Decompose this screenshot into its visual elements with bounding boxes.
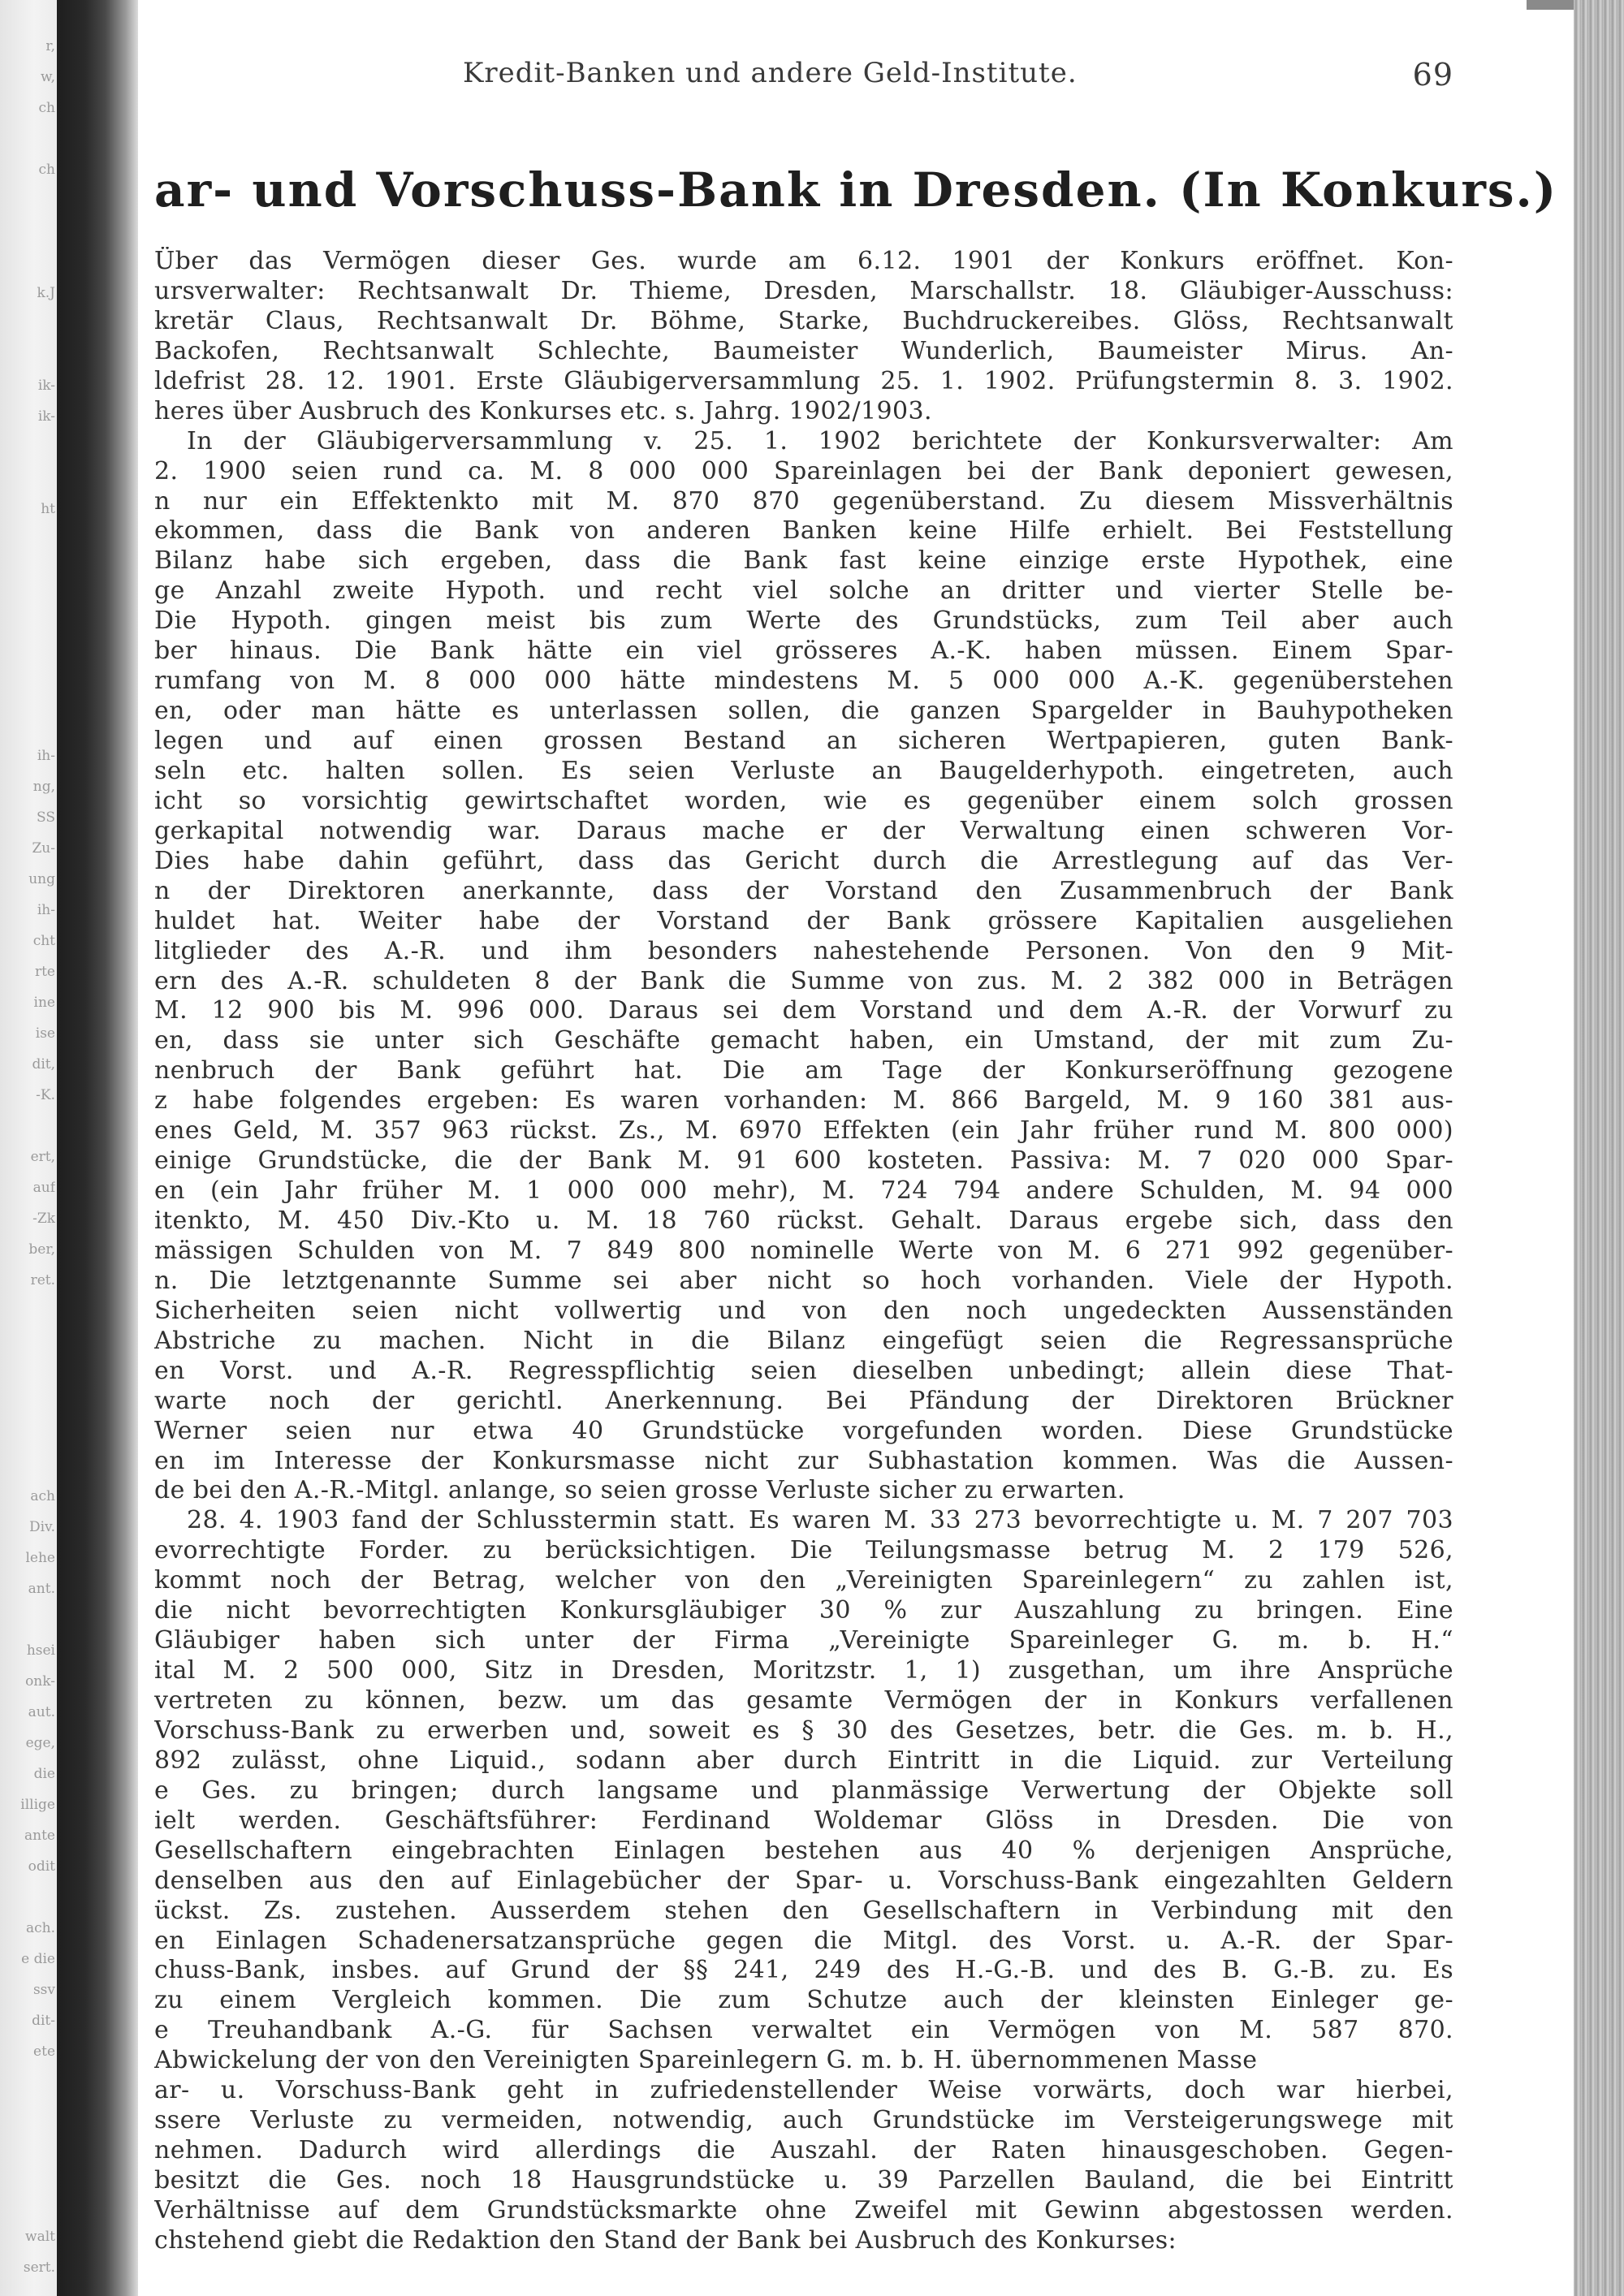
running-head-title: Kredit-Banken und andere Geld-Institute.	[463, 57, 1078, 89]
margin-fragment: ih-	[37, 748, 55, 764]
margin-fragment	[2, 1388, 55, 1419]
margin-fragment	[2, 1604, 55, 1635]
margin-fragment: ber,	[28, 1241, 55, 1258]
text-line: zu einem Vergleich kommen. Die zum Schutze auch der kleinsten Einleger ge-	[154, 1986, 1453, 2015]
margin-fragment	[2, 247, 55, 278]
margin-fragment: w,	[41, 69, 55, 85]
margin-fragment	[2, 617, 55, 648]
text-line: einige Grundstücke, die der Bank M. 91 600 kosteten. Passiva: M. 7 020 000 Spar-	[154, 1146, 1453, 1176]
body-text	[154, 247, 1453, 2256]
margin-fragment: Zu-	[32, 840, 55, 857]
margin-fragment: odit	[28, 1858, 55, 1875]
margin-fragment: Div.	[28, 1519, 55, 1535]
text-line: Verhältnisse auf dem Grundstücksmarkte ohne Zweifel mit Gewinn abgestossen werden.	[154, 2195, 1453, 2225]
margin-fragment: -Zk	[32, 1211, 55, 1227]
text-line: en, dass sie unter sich Geschäfte gemacht haben, ein Umstand, der mit zum Zu-	[154, 1026, 1453, 1055]
text-line: icht so vorsichtig gewirtschaftet worden, wie es gegenüber einem solch grossen	[154, 786, 1453, 815]
text-line: seln etc. halten sollen. Es seien Verluste an Baugelderhypoth. eingetreten, auch	[154, 756, 1453, 785]
text-line: z habe folgendes ergeben: Es waren vorhanden: M. 866 Bargeld, M. 9 160 381 aus-	[154, 1086, 1453, 1116]
text-line: en Einlagen Schadenersatzansprüche gegen die Mitgl. des Vorst. u. A.-R. der Spar-	[154, 1926, 1453, 1955]
margin-fragment	[2, 0, 55, 31]
document-page	[154, 57, 1558, 2256]
running-head	[154, 57, 1453, 106]
margin-fragment	[2, 679, 55, 710]
text-line: Dies habe dahin geführt, dass das Gericht durch die Arrestlegung auf das Ver-	[154, 846, 1453, 875]
margin-fragment: dit-	[32, 2013, 55, 2029]
text-line: ückst. Zs. zustehen. Ausserdem stehen den Gesellschaftern in Verbindung mit den	[154, 1896, 1453, 1925]
text-line: enes Geld, M. 357 963 rückst. Zs., M. 6970 Effekten (ein Jahr früher rund M. 800 000)	[154, 1116, 1453, 1146]
text-line: Backofen, Rechtsanwalt Schlechte, Baumeister Wunderlich, Baumeister Mirus. An-	[154, 336, 1453, 365]
margin-fragment	[2, 2129, 55, 2160]
margin-fragment: ant.	[28, 1581, 55, 1597]
margin-fragment	[2, 1357, 55, 1388]
text-line: en, oder man hätte es unterlassen sollen, die ganzen Spargelder in Bauhypotheken	[154, 697, 1453, 726]
text-line: ldefrist 28. 12. 1901. Erste Gläubigerversammlung 25. 1. 1902. Prüfungstermin 8. 3. 1902.	[154, 366, 1453, 395]
margin-fragment	[2, 2190, 55, 2221]
margin-fragment	[2, 1882, 55, 1913]
margin-fragment: ret.	[30, 1272, 55, 1288]
text-line: chstehend giebt die Redaktion den Stand der Bank bei Ausbruch des Konkurses:	[154, 2225, 1177, 2255]
margin-fragment: ert,	[30, 1149, 55, 1165]
margin-fragment: ege,	[25, 1735, 55, 1751]
margin-fragment: ante	[24, 1828, 55, 1844]
margin-fragment	[2, 2098, 55, 2129]
margin-fragment	[2, 432, 55, 463]
margin-fragment	[2, 185, 55, 216]
text-line: n. Die letztgenannte Summe sei aber nicht so hoch vorhanden. Viele der Hypoth.	[154, 1266, 1453, 1295]
margin-fragment: ht	[41, 501, 55, 517]
margin-fragment: ach.	[25, 1920, 55, 1936]
text-line: evorrechtigte Forder. zu berücksichtigen. Die Teilungsmasse betrug M. 2 179 526,	[154, 1536, 1453, 1565]
text-line: kretär Claus, Rechtsanwalt Dr. Böhme, Starke, Buchdruckereibes. Glöss, Rechtsanwalt	[154, 306, 1453, 335]
margin-fragment: ung	[28, 871, 55, 887]
text-line: ssere Verluste zu vermeiden, notwendig, auch Grundstücke im Versteigerungswege mit	[154, 2106, 1453, 2135]
margin-fragment: ach	[30, 1488, 55, 1504]
text-line: legen und auf einen grossen Bestand an sicheren Wertpapieren, guten Bank-	[154, 727, 1453, 755]
margin-fragment: ise	[35, 1025, 55, 1042]
margin-fragment	[2, 339, 55, 370]
margin-fragment	[2, 524, 55, 555]
text-line: In der Gläubigerversammlung v. 25. 1. 1902 berichtete der Konkursverwalter: Am	[187, 426, 1453, 455]
margin-fragment	[2, 1327, 55, 1357]
text-line: nenbruch der Bank geführt hat. Die am Tage der Konkurseröffnung gezogene	[154, 1056, 1453, 1085]
margin-fragment: ch	[38, 100, 55, 116]
text-line: besitzt die Ges. noch 18 Hausgrundstücke u. 39 Parzellen Bauland, die bei Eintritt	[154, 2166, 1453, 2195]
text-line: huldet hat. Weiter habe der Vorstand der Bank grössere Kapitalien ausgeliehen	[154, 906, 1453, 935]
text-line: Gesellschaftern eingebrachten Einlagen bestehen aus 40 % derjenigen Ansprüche,	[154, 1836, 1453, 1865]
text-line: ge Anzahl zweite Hypoth. und recht viel solche an dritter und vierter Stelle be-	[154, 576, 1453, 606]
margin-fragment: onk-	[25, 1673, 55, 1690]
margin-fragment	[2, 648, 55, 679]
margin-fragment: ine	[33, 995, 55, 1011]
text-line: 2. 1900 seien rund ca. M. 8 000 000 Spareinlagen bei der Bank deponiert gewesen,	[154, 456, 1453, 486]
text-line: Über das Vermögen dieser Ges. wurde am 6.12. 1901 der Konkurs eröffnet. Kon-	[154, 247, 1453, 275]
text-line: itenkto, M. 450 Div.-Kto u. M. 18 760 rückst. Gehalt. Daraus ergebe sich, dass den	[154, 1206, 1453, 1235]
margin-fragment: die	[33, 1766, 55, 1782]
text-line: en Vorst. und A.-R. Regresspflichtig seien dieselben unbedingt; allein diese That-	[154, 1356, 1453, 1385]
margin-fragment: auf	[32, 1180, 55, 1196]
margin-fragment	[2, 586, 55, 617]
text-line: nehmen. Dadurch wird allerdings die Auszahl. der Raten hinausgeschoben. Gegen-	[154, 2136, 1453, 2165]
left-page-edge	[0, 0, 57, 2296]
margin-fragment	[2, 1296, 55, 1327]
text-line: warte noch der gerichtl. Anerkennung. Bei Pfändung der Direktoren Brückner	[154, 1386, 1453, 1415]
section-heading: ar- und Vorschuss-Bank in Dresden. (In Konkurs.)	[154, 162, 1558, 218]
text-line: e Ges. zu bringen; durch langsame und planmässige Verwertung der Objekte soll	[154, 1776, 1453, 1805]
text-line: Abwickelung der von den Vereinigten Spareinlegern G. m. b. H. übernommenen Masse	[154, 2046, 1258, 2075]
margin-fragment	[2, 1419, 55, 1450]
left-margin-fragments	[2, 0, 55, 2296]
text-line: ital M. 2 500 000, Sitz in Dresden, Moritzstr. 1, 1) zusgethan, um ihre Ansprüche	[154, 1656, 1453, 1685]
margin-fragment	[2, 216, 55, 247]
margin-fragment: hsei	[26, 1642, 55, 1659]
margin-fragment	[2, 2160, 55, 2190]
text-line: M. 12 900 bis M. 996 000. Daraus sei dem Vorstand und dem A.-R. der Vorwurf zu	[154, 996, 1453, 1025]
text-line: n nur ein Effektenkto mit M. 870 870 gegenüberstand. Zu diesem Missverhältnis	[154, 486, 1453, 516]
margin-fragment: sert.	[23, 2259, 55, 2276]
text-line: denselben aus den auf Einlagebücher der Spar- u. Vorschuss-Bank eingezahlten Geldern	[154, 1866, 1453, 1895]
text-line: Werner seien nur etwa 40 Grundstücke vorgefunden worden. Diese Grundstücke	[154, 1416, 1453, 1445]
text-line: kommt noch der Betrag, welcher von den „Vereinigten Spareinlegern“ zu zahlen ist,	[154, 1566, 1453, 1595]
page-number: 69	[1412, 57, 1453, 93]
text-line: mässigen Schulden von M. 7 849 800 nominelle Werte von M. 6 271 992 gegenüber-	[154, 1236, 1453, 1265]
margin-fragment: ik-	[37, 378, 55, 394]
text-line: Abstriche zu machen. Nicht in die Bilanz eingefügt seien die Regressansprüche	[154, 1326, 1453, 1355]
book-gutter	[57, 0, 138, 2296]
margin-fragment: e die	[21, 1951, 55, 1967]
page-block-edge	[1574, 0, 1624, 2296]
margin-fragment: ete	[33, 2044, 55, 2060]
text-line: ekommen, dass die Bank von anderen Banken keine Hilfe erhielt. Bei Feststellung	[154, 516, 1453, 546]
margin-fragment	[2, 123, 55, 154]
margin-fragment	[2, 309, 55, 339]
text-line: ielt werden. Geschäftsführer: Ferdinand Woldemar Glöss in Dresden. Die von	[154, 1806, 1453, 1835]
margin-fragment: ih-	[37, 902, 55, 918]
text-line: gerkapital notwendig war. Daraus mache er der Verwaltung einen schweren Vor-	[154, 816, 1453, 845]
margin-fragment: lehe	[25, 1550, 55, 1566]
margin-fragment: ch	[38, 162, 55, 178]
margin-fragment	[2, 2067, 55, 2098]
text-line: ar- u. Vorschuss-Bank geht in zufriedenstellender Weise vorwärts, doch war hierbei,	[154, 2076, 1453, 2105]
margin-fragment: walt	[25, 2229, 55, 2245]
text-line: ursverwalter: Rechtsanwalt Dr. Thieme, Dresden, Marschallstr. 18. Gläubiger-Ausschuss:	[154, 276, 1453, 305]
text-line: ern des A.-R. schuldeten 8 der Bank die Summe von zus. M. 2 382 000 in Beträgen	[154, 966, 1453, 995]
text-line: 28. 4. 1903 fand der Schlusstermin statt. Es waren M. 33 273 bevorrechtigte u. M. 7 207 703	[187, 1506, 1453, 1535]
text-line: vertreten zu können, bezw. um das gesamte Vermögen der in Konkurs verfallenen	[154, 1686, 1453, 1715]
margin-fragment: k.J	[37, 285, 55, 301]
margin-fragment: ssv	[32, 1982, 55, 1998]
margin-fragment	[2, 1111, 55, 1142]
text-line: litglieder des A.-R. und ihm besonders nahestehende Personen. Von den 9 Mit-	[154, 936, 1453, 965]
text-line: n der Direktoren anerkannte, dass der Vorstand den Zusammenbruch der Bank	[154, 876, 1453, 905]
margin-fragment: r,	[45, 38, 55, 54]
margin-fragment: -K.	[36, 1087, 55, 1103]
margin-fragment: illige	[20, 1797, 55, 1813]
margin-fragment	[2, 463, 55, 494]
text-line: Vorschuss-Bank zu erwerben und, soweit es § 30 des Gesetzes, betr. die Ges. m. b. H.,	[154, 1716, 1453, 1745]
text-line: heres über Ausbruch des Konkurses etc. s. Jahrg. 1902/1903.	[154, 396, 932, 425]
text-line: Gläubiger haben sich unter der Firma „Vereinigte Spareinleger G. m. b. H.“	[154, 1626, 1453, 1655]
margin-fragment: ik-	[37, 408, 55, 425]
text-line: Bilanz habe sich ergeben, dass die Bank fast keine einzige erste Hypothek, eine	[154, 546, 1453, 576]
text-line: en im Interesse der Konkursmasse nicht zur Subhastation kommen. Was die Aussen-	[154, 1446, 1453, 1475]
text-line: de bei den A.-R.-Mitgl. anlange, so seien grosse Verluste sicher zu erwarten.	[154, 1476, 1125, 1505]
text-line: ber hinaus. Die Bank hätte ein viel grösseres A.-K. haben müssen. Einem Spar-	[154, 637, 1453, 666]
margin-fragment	[2, 1450, 55, 1481]
margin-fragment: cht	[32, 933, 55, 949]
text-line: e Treuhandbank A.-G. für Sachsen verwaltet ein Vermögen von M. 587 870.	[154, 2016, 1453, 2045]
text-line: Sicherheiten seien nicht vollwertig und von den noch ungedeckten Aussenständen	[154, 1296, 1453, 1325]
margin-fragment: dit,	[32, 1056, 55, 1072]
margin-fragment: ng,	[32, 779, 55, 795]
margin-fragment: SS	[37, 809, 55, 826]
text-line: rumfang von M. 8 000 000 hätte mindestens M. 5 000 000 A.-K. gegenüberstehen	[154, 667, 1453, 696]
text-line: chuss-Bank, insbes. auf Grund der §§ 241, 249 des H.-G.-B. und des B. G.-B. zu. Es	[154, 1956, 1453, 1985]
margin-fragment	[2, 710, 55, 740]
text-line: en (ein Jahr früher M. 1 000 000 mehr), M. 724 794 andere Schulden, M. 94 000	[154, 1176, 1453, 1206]
margin-fragment: rte	[34, 964, 55, 980]
margin-fragment: aut.	[28, 1704, 55, 1720]
text-line: Die Hypoth. gingen meist bis zum Werte des Grundstücks, zum Teil aber auch	[154, 606, 1453, 636]
text-line: die nicht bevorrechtigten Konkursgläubiger 30 % zur Auszahlung zu bringen. Eine	[154, 1596, 1453, 1625]
margin-fragment	[2, 555, 55, 586]
text-line: 892 zulässt, ohne Liquid., sodann aber durch Eintritt in die Liquid. zur Verteilung	[154, 1746, 1453, 1775]
